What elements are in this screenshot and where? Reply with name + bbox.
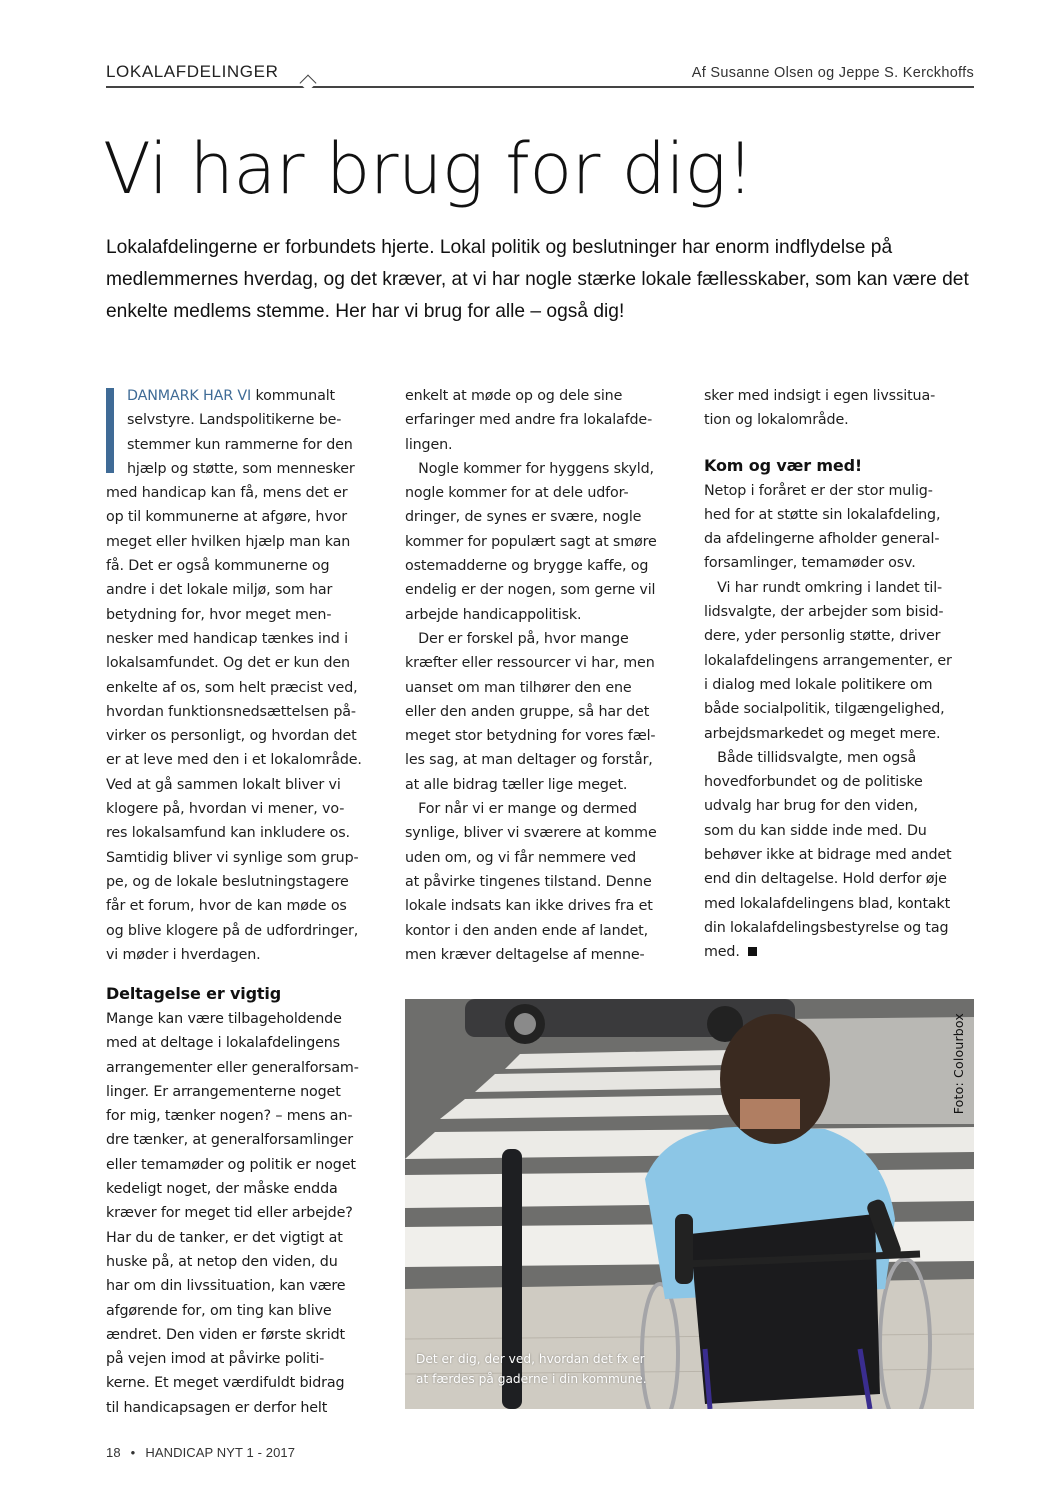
text-line: kerne. Et meget værdifuldt bidrag <box>106 1375 345 1392</box>
text-line: virker os personligt, og hvordan det <box>106 728 357 745</box>
text-line: forsamlinger, temamøder osv. <box>704 555 916 572</box>
text-line: op til kommunerne at afgøre, hvor <box>106 509 347 526</box>
photo-caption: Det er dig, der ved, hvordan det fx er at færdes på gaderne i din kommune. <box>416 1352 647 1386</box>
text-line: arbejdsmarkedet og meget mere. <box>704 725 941 742</box>
text-line: på vejen imod at påvirke politi- <box>106 1351 325 1368</box>
text-line: arbejde handicappolitisk. <box>405 606 582 623</box>
text-line: ændret. Den viden er første skridt <box>106 1326 345 1343</box>
header-rule-notch <box>300 75 317 92</box>
text-line: lokale indsats kan ikke drives fra et <box>405 898 653 915</box>
page-footer <box>106 1445 295 1460</box>
text-line: uden om, og vi får nemmere ved <box>405 849 637 866</box>
text-line: afgørende for, om ting kan blive <box>106 1302 332 1319</box>
page-header <box>106 58 974 90</box>
text-line: hvordan funktionsnedsættelsen på- <box>106 703 356 720</box>
text-line: har om din livssituation, kan være <box>106 1278 346 1295</box>
text-line: med lokalafdelingens blad, kontakt <box>704 895 951 912</box>
text-line: tion og lokalområde. <box>704 412 849 429</box>
text-line: din lokalafdelingsbestyrelse og tag <box>704 919 949 936</box>
text-line: Vi har rundt omkring i landet til- <box>704 579 943 596</box>
text-line: og blive klogere på de udfordringer, <box>106 922 359 939</box>
text-line: betydning for, hvor meget men- <box>106 606 332 623</box>
text-line: men kræver deltagelse af menne- <box>405 946 645 963</box>
text-line: dere, yder personlig støtte, driver <box>704 628 941 645</box>
text-line: lokalsamfundet. Og det er kun den <box>106 655 350 672</box>
header-rule <box>106 86 974 88</box>
text-line: endelig er der nogen, som gerne vil <box>405 582 656 599</box>
text-line: dre tænker, at generalforsamlinger <box>106 1132 353 1149</box>
text-line: Samtidig bliver vi synlige som grup- <box>106 849 359 866</box>
text-line: kedeligt noget, der måske endda <box>106 1181 338 1198</box>
text-line: enkelt at møde op og dele sine <box>405 388 623 404</box>
text-line: med at deltage i lokalafdelingens <box>106 1035 340 1052</box>
text-line: sker med indsigt i egen livssitua- <box>704 388 936 404</box>
text-line: i dialog med lokale politikere om <box>704 676 933 693</box>
byline: Af Susanne Olsen og Jeppe S. Kerckhoffs <box>691 65 974 81</box>
column-2 <box>405 384 690 967</box>
text-line: For når vi er mange og dermed <box>405 801 637 818</box>
text-line: med handicap kan få, mens det er <box>106 485 348 502</box>
text-line: ostemadderne og brygge kaffe, og <box>405 558 649 575</box>
column-3 <box>704 384 976 965</box>
text-line: får et forum, hvor de kan møde os <box>106 898 347 915</box>
text-line: at alle bidrag tæller lige meget. <box>405 776 628 793</box>
text-line: erfaringer med andre fra lokalafde- <box>405 412 653 429</box>
text-line: med. <box>704 940 976 964</box>
text-line: klogere på, hvordan vi mener, vo- <box>106 801 345 818</box>
text-line: lidsvalgte, der arbejder som bisid- <box>704 604 944 621</box>
text-line: nesker med handicap tænkes ind i <box>106 630 348 647</box>
text-line: enkelte af os, som helt præcist ved, <box>106 679 358 696</box>
text-line: kræver for meget tid eller arbejde? <box>106 1205 353 1222</box>
text-line: hed for at støtte sin lokalafdeling, <box>704 506 941 523</box>
text-line: eller den anden gruppe, så har det <box>405 703 650 720</box>
text-line: behøver ikke at bidrage med andet <box>704 847 952 864</box>
text-line: meget stor betydning for vores fæl- <box>405 728 656 745</box>
wheelchair-crosswalk-image <box>405 999 974 1409</box>
text-line: vi møder i hverdagen. <box>106 946 261 963</box>
column-1 <box>106 384 386 967</box>
text-line: andre i det lokale miljø, som har <box>106 582 333 599</box>
section-label: LOKALAFDELINGER <box>106 62 279 81</box>
text-line: til handicapsagen er derfor helt <box>106 1399 328 1416</box>
text-line: udvalg har brug for den viden, <box>704 798 918 815</box>
text-line: få. Det er også kommunerne og <box>106 558 330 575</box>
publication-name: HANDICAP NYT 1 - 2017 <box>145 1445 296 1460</box>
subheading-deltagelse: Deltagelse er vigtig <box>106 984 282 1003</box>
text-line: eller temamøder og politik er noget <box>106 1156 356 1173</box>
text-line: lingen. <box>405 436 453 453</box>
article-title: Vi har brug for dig! <box>103 128 754 210</box>
text-line: Både tillidsvalgte, men også <box>704 749 917 766</box>
photo-credit: Foto: Colourbox <box>951 1013 966 1115</box>
text-line: huske på, at netop den viden, du <box>106 1253 338 1270</box>
text-line: Ved at gå sammen lokalt bliver vi <box>106 776 341 793</box>
text-line: DANMARK HAR VI kommunalt <box>127 388 335 404</box>
text-line: hovedforbundet og de politiske <box>704 774 923 791</box>
text-line: som du kan sidde inde med. Du <box>704 822 927 839</box>
text-line: Der er forskel på, hvor mange <box>405 630 629 647</box>
text-line: meget eller hvilken hjælp man kan <box>106 533 351 550</box>
column-1-continued <box>106 981 386 1420</box>
text-line: hjælp og støtte, som mennesker <box>127 460 355 477</box>
text-line: Har du de tanker, er det vigtigt at <box>106 1229 343 1246</box>
text-line: dringer, de synes er svære, nogle <box>405 509 642 526</box>
text-line: er at leve med den i et lokalområde. <box>106 752 362 769</box>
text-line: pe, og de lokale beslutningstagere <box>106 873 349 890</box>
text-line: kræfter eller ressourcer vi har, men <box>405 655 655 672</box>
text-line: Nogle kommer for hyggens skyld, <box>405 460 654 477</box>
text-line: lokalafdelingens arrangementer, er <box>704 652 952 669</box>
text-line: linger. Er arrangementerne noget <box>106 1083 341 1100</box>
text-line: res lokalsamfund kan inkludere os. <box>106 825 350 842</box>
text-line: kommer for populært sagt at smøre <box>405 533 657 550</box>
lead-in: DANMARK HAR VI <box>127 388 252 404</box>
bullet-icon: • <box>130 1445 136 1460</box>
text-line: synlige, bliver vi sværere at komme <box>405 825 657 842</box>
text-line: Netop i foråret er der stor mulig- <box>704 482 933 499</box>
text-line: les sag, at man deltager og forstår, <box>405 752 653 769</box>
text-line: arrangementer eller generalforsam- <box>106 1059 359 1076</box>
text-line: selvstyre. Landspolitikerne be- <box>127 412 342 429</box>
text-line: da afdelingerne afholder general- <box>704 531 940 548</box>
text-line: stemmer kun rammerne for den <box>127 436 353 453</box>
article-photo <box>405 999 974 1409</box>
text-line: at påvirke tingenes tilstand. Denne <box>405 873 652 890</box>
subheading-kom-og-vaer-med: Kom og vær med! <box>704 455 863 475</box>
text-line: Mange kan være tilbageholdende <box>106 1011 342 1027</box>
text-line: for mig, tænker nogen? – mens an- <box>106 1108 353 1125</box>
end-square-icon <box>748 947 757 956</box>
text-line: både socialpolitik, tilgængelighed, <box>704 701 945 718</box>
initial-bar-icon <box>106 388 114 473</box>
text-line: end din deltagelse. Hold derfor øje <box>704 871 947 888</box>
page-number: 18 <box>106 1445 121 1460</box>
text-line: kontor i den anden ende af landet, <box>405 922 648 939</box>
text-line: nogle kommer for at dele udfor- <box>405 485 629 502</box>
article-lead: Lokalafdelingerne er forbundets hjerte. Lokal politik og beslutninger har enorm indflydelse på medlemmernes hverdag, og det kræver, at vi har nogle stærke lokale fællesskaber, som kan være det enkelte medlems stemme. Her har vi brug for alle – også dig! <box>106 237 969 322</box>
text-line: uanset om man tilhører den ene <box>405 679 632 696</box>
